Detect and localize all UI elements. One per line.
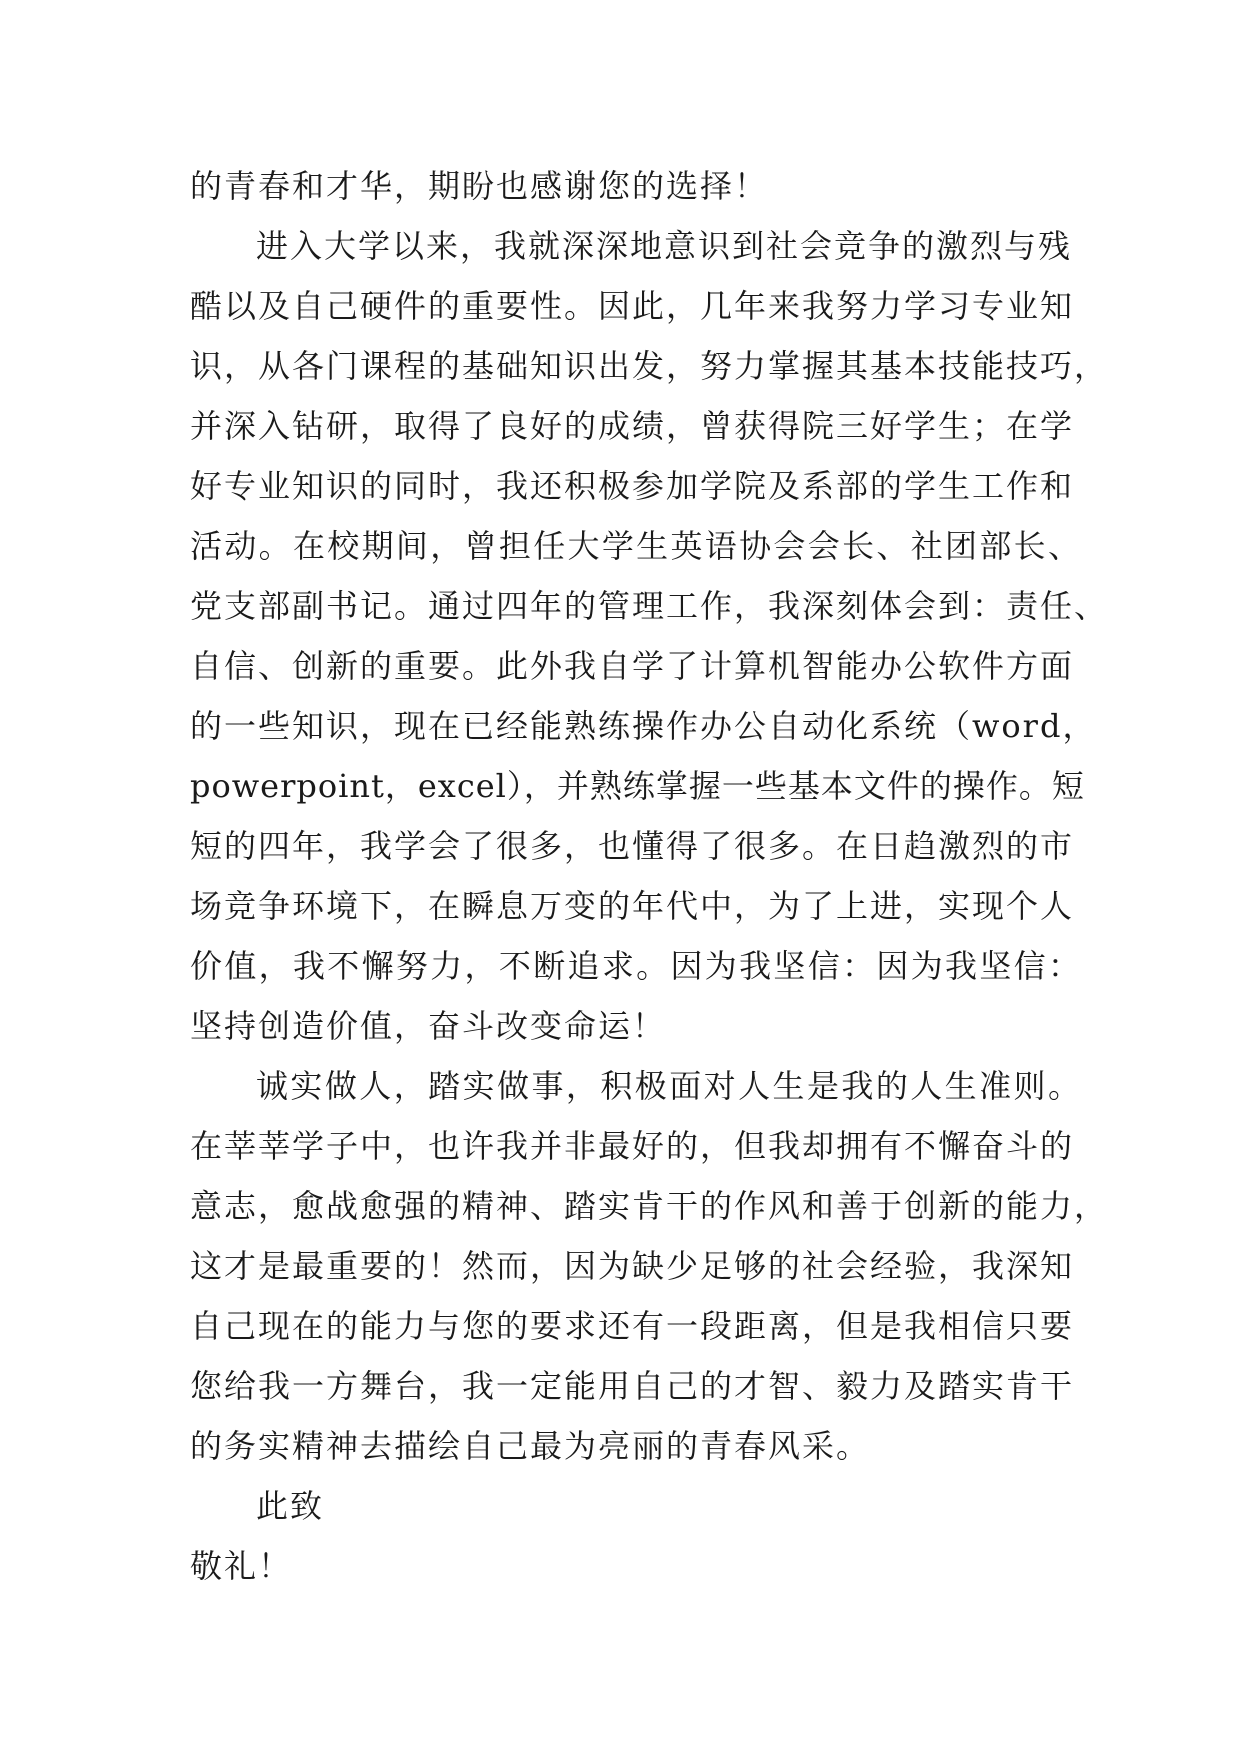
paragraph-line: 好专业知识的同时，我还积极参加学院及系部的学生工作和 [190, 467, 1075, 505]
text-line: 的青春和才华，期盼也感谢您的选择！ [190, 167, 769, 205]
paragraph-line: 的一些知识，现在已经能熟练操作办公自动化系统（word， [190, 707, 1097, 745]
paragraph-line: 这才是最重要的！然而，因为缺少足够的社会经验，我深知 [190, 1247, 1075, 1285]
paragraph-line: 的务实精神去描绘自己最为亮丽的青春风采。 [190, 1427, 871, 1465]
closing-phrase: 此致 [256, 1487, 325, 1525]
paragraph-line: 党支部副书记。通过四年的管理工作，我深刻体会到：责任、 [190, 587, 1109, 625]
paragraph-line: 酷以及自己硬件的重要性。因此，几年来我努力学习专业知 [190, 287, 1075, 325]
paragraph-line: 识，从各门课程的基础知识出发，努力掌握其基本技能技巧， [190, 347, 1109, 385]
paragraph-line: powerpoint，excel），并熟练掌握一些基本文件的操作。短 [190, 767, 1085, 805]
paragraph-line: 在莘莘学子中，也许我并非最好的，但我却拥有不懈奋斗的 [190, 1127, 1075, 1165]
paragraph-line: 坚持创造价值，奋斗改变命运！ [190, 1007, 667, 1045]
paragraph-line: 自信、创新的重要。此外我自学了计算机智能办公软件方面 [190, 647, 1075, 685]
closing-salutation: 敬礼！ [190, 1547, 293, 1585]
paragraph-line: 进入大学以来，我就深深地意识到社会竞争的激烈与残 [256, 227, 1073, 265]
paragraph-line: 并深入钻研，取得了良好的成绩，曾获得院三好学生；在学 [190, 407, 1075, 445]
paragraph-line: 意志，愈战愈强的精神、踏实肯干的作风和善于创新的能力， [190, 1187, 1109, 1225]
paragraph-line: 您给我一方舞台，我一定能用自己的才智、毅力及踏实肯干 [190, 1367, 1075, 1405]
paragraph-line: 短的四年，我学会了很多，也懂得了很多。在日趋激烈的市 [190, 827, 1075, 865]
paragraph-line: 场竞争环境下，在瞬息万变的年代中，为了上进，实现个人 [190, 887, 1075, 925]
paragraph-line: 自己现在的能力与您的要求还有一段距离，但是我相信只要 [190, 1307, 1075, 1345]
paragraph-line: 价值，我不懈努力，不断追求。因为我坚信：因为我坚信： [190, 947, 1082, 985]
paragraph-line: 诚实做人，踏实做事，积极面对人生是我的人生准则。 [256, 1067, 1082, 1105]
paragraph-line: 活动。在校期间，曾担任大学生英语协会会长、社团部长、 [190, 527, 1082, 565]
